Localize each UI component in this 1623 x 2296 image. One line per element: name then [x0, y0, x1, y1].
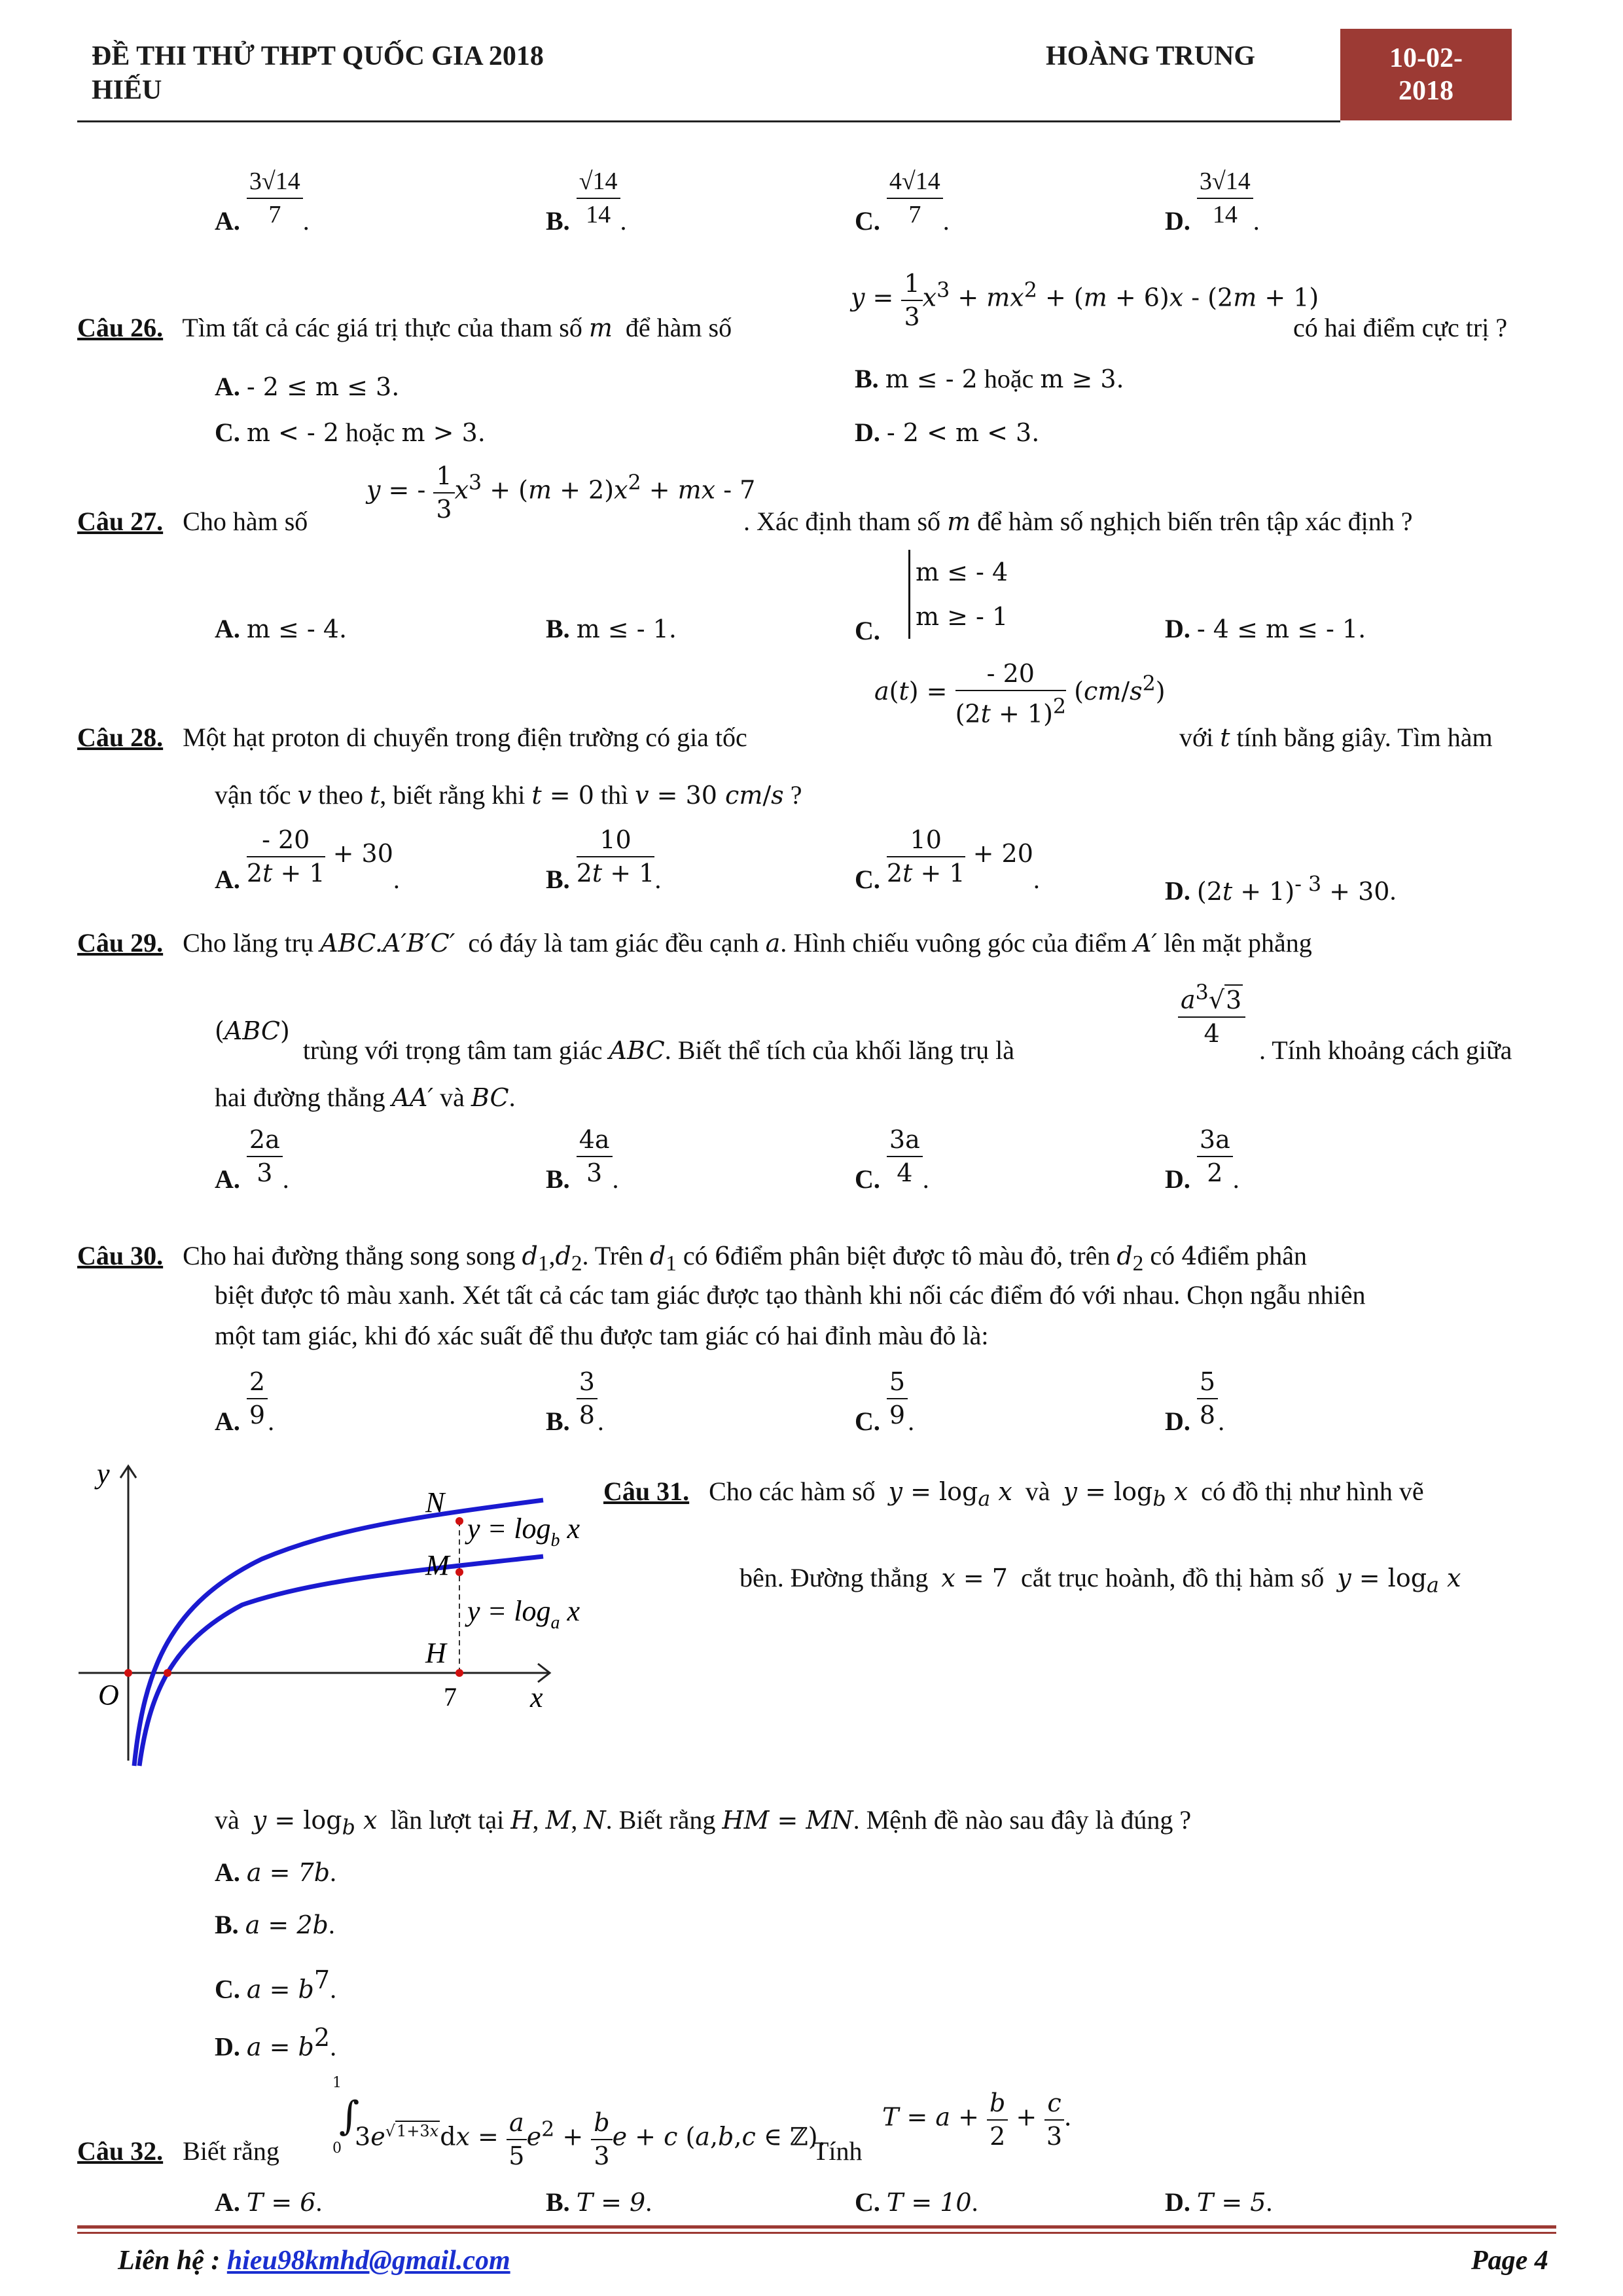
q31-option-b[interactable]: B. a = 2b.	[215, 1910, 335, 1939]
fraction-denominator: 14	[586, 201, 611, 228]
question-text: vận tốc	[215, 780, 291, 810]
question-number: Câu 31.	[603, 1477, 690, 1506]
origin-point	[124, 1669, 132, 1677]
option-label: B.	[546, 1164, 570, 1194]
option-label: A.	[215, 614, 240, 643]
q28-option-b[interactable]: B. $\frac{10}{2t + 1}$ .	[546, 823, 661, 889]
curve-a-variable: x	[560, 1595, 580, 1627]
option-text: - 4 ≤ m ≤ - 1.	[1196, 615, 1366, 643]
option-label: C.	[855, 206, 880, 236]
option-label: D.	[1165, 2187, 1190, 2217]
option-label: A.	[215, 1164, 240, 1194]
curve-b-label	[465, 1513, 580, 1551]
q28-option-a[interactable]: A. $\frac{- 20}{2t + 1}$ + 30.	[215, 823, 400, 889]
question-number: Câu 28.	[77, 723, 164, 752]
page: ĐỀ THI THỬ THPT QUỐC GIA 2018 HIẾU HOÀNG TRUNG 10-02- 2018 A. $\frac{3√14}{7}$ . B. $\frac{√14}{14}$ . C. $\frac{4√14}{7}$ . D. $\frac{3√14}{14}$ . Câu 26. Tìm tất cả các giá trị thực của tham số m để hàm số y = $\frac{1}{3}$ $x^3 + mx^2 + (m + 6)x - (2m + 1)$ có hai điểm cực trị ? A. - 2 ≤ m ≤ 3. B. m ≤ - 2 hoặc m ≥ 3. C. m < - 2 hoặc m > 3. D. - 2 < m < 3. Câu 27. Cho hàm số y = - $\frac{1}{3}$ $x^3 + (m + 2)x^2$ + mx - 7 . Xác định tham số m để hàm số nghịch biến trên tập xác định ? A. m ≤ - 4. B. m ≤ - 1. C. m ≤ - 4 m ≥ - 1 D. - 4 ≤ m ≤ - 1. Câu 28. Một hạt proton di chuyển trong điện trường có gia tốc a(t) = $\frac{- 20}{(2t + 1)^2}$ $(cm/s^2)$ với t tính bằng giây. Tìm hàm vận tốc v theo t, biết rằng khi t = 0 thì v = 30 cm/s ? A. $\frac{- 20}{2t + 1}$ + 30. B. $\frac{10}{2t + 1}$ . C. $\frac{10}{2t + 1}$ + 20. D. $(2t + 1)^{- 3} + 30$. Câu 29. Cho lăng trụ ABC.A′B′C′ có đáy là tam giác đều cạnh a. Hình chiếu vuông góc của điểm A′ lên mặt phẳng (ABC) trùng với trọng tâm tam giác ABC. Biết thể tích của khối lăng trụ là $\frac{a^3√3}{4}$ . Tính khoảng cách giữa hai đường thẳng AA′ và BC. A. $\frac{2a}{3}$ . B. $\frac{4a}{3}$ . C. $\frac{3a}{4}$ . D. $\frac{3a}{2}$ . Câu 30. Cho hai đường thẳng song song $d_1,d_2$. Trên $d_1$ có 6điểm phân biệt được tô màu đỏ, trên $d_2$ có 4điểm phân biệt được tô màu xanh. Xét tất cả các tam giác được tạo thành khi nối các điểm đó với nhau. Chọn ngẫu nhiên một tam giác, khi đó xác suất để thu được tam giác có hai đỉnh màu đỏ là: A. $\frac{2}{9}$ . B. $\frac{3}{8}$ . C. $\frac{5}{9}$ . D. $\frac{5}{8}$ . y x O N M H 7 $y = \log_b x$ $y = \log_a x$ Câu 31. Cho các hàm số $y = \log_a x$ và $y = \log_b x$ có đồ thị như hình vẽ bên. Đường thẳng x = 7 cắt trục hoành, đồ thị hàm số $y = \log_a x$ và $y = \log_b x$ lần lượt tại H, M, N. Biết rằng HM = MN. Mệnh đề nào sau đây là đúng ? A. a = 7b. B. a = 2b. C. $a = b^7$. D. $a = b^2$. Câu 32. Biết rằng 1 0 ∫ $3e^{√1+3x}dx$ = $\frac{a}{5}$ $e^2$ + $\frac{b}{3}$ e + c (a,b,c ∈ ℤ). Tính T = a + $\frac{b}{2}$ + $\frac{c}{3}$ . A. T = 6. B. T = 9. C. T = 10. D. T = 5. Liên hệ : hieu98kmhd@gmail.com Page 4	[0, 0, 1623, 2296]
q26-option-d[interactable]	[855, 412, 1039, 453]
q31-stem-line3: và $y = \log_b x$ lần lượt tại H, M, N. Biết rằng HM = MN. Mệnh đề nào sau đây là đúng ?	[215, 1805, 1192, 1840]
fraction-numerator: 3a	[887, 1123, 923, 1157]
q27-stem-rest: . Xác định tham số m để hàm số nghịch biến trên tập xác định ?	[743, 507, 1413, 536]
footer-rule-bottom	[77, 2232, 1556, 2234]
question-number-value: 6	[714, 1242, 730, 1270]
q30-option-b[interactable]: B. $\frac{3}{8}$ .	[546, 1365, 604, 1431]
q29-stem-line2: (ABC) trùng với trọng tâm tam giác ABC. Biết thể tích của khối lăng trụ là	[215, 1016, 1014, 1065]
fraction-denominator: 9	[249, 1401, 266, 1429]
question-text: một tam giác, khi đó xác suất để thu được tam giác có hai đỉnh màu đỏ là:	[215, 1321, 989, 1350]
question-text: Cho các hàm số	[709, 1477, 876, 1506]
q26-stem: Câu 26. Tìm tất cả các giá trị thực của tham số m để hàm số	[77, 313, 732, 342]
curve-log-a	[139, 1556, 543, 1766]
q26-function-formula: y = $\frac{1}{3}$ $x^3 + mx^2 + (m + 6)x - (2m + 1)$	[851, 267, 1319, 332]
option-text: m ≥ - 1	[916, 602, 1008, 631]
option-text: hoặc	[346, 418, 395, 447]
q25-option-b[interactable]: B. $\frac{√14}{14}$ .	[546, 165, 627, 230]
fraction-denominator: 3	[586, 1158, 603, 1187]
q29-volume-fraction: $\frac{a^3√3}{4}$	[1178, 977, 1245, 1049]
question-text: có	[683, 1241, 708, 1270]
header-rule	[77, 120, 1340, 122]
fraction-numerator: 4√14	[887, 165, 943, 199]
fraction-denominator: 14	[1212, 201, 1238, 228]
q29-stem-line3: hai đường thẳng AA′ và BC.	[215, 1083, 516, 1112]
fraction-denominator: 9	[889, 1401, 906, 1429]
date-line1: 10-02-	[1389, 43, 1463, 73]
option-label: D.	[1165, 1164, 1190, 1194]
fraction-denominator: 7	[268, 201, 281, 228]
q30-stem: Câu 30. Cho hai đường thẳng song song $d_1,d_2$. Trên $d_1$ có 6điểm phân biệt được tô màu đỏ, trên $d_2$ có 4điểm phân	[77, 1241, 1308, 1276]
option-text: m ≤ - 2	[885, 365, 978, 393]
option-label: D.	[1165, 876, 1190, 906]
option-label: B.	[546, 614, 570, 643]
option-label: D.	[215, 2032, 240, 2062]
date-line2: 2018	[1399, 76, 1454, 106]
question-text: có đồ thị như hình vẽ	[1201, 1477, 1424, 1506]
question-text: với	[1179, 723, 1214, 752]
q27-function-formula: y = - $\frac{1}{3}$ $x^3 + (m + 2)x^2$ + mx - 7	[366, 459, 755, 525]
question-text: . Biết rằng	[605, 1805, 716, 1835]
question-text: trùng với trọng tâm tam giác	[302, 1035, 603, 1065]
option-text: T = 10	[886, 2188, 972, 2217]
question-text: . Mệnh đề nào sau đây là đúng ?	[853, 1805, 1192, 1835]
question-text: Cho hàm số	[183, 507, 308, 536]
q32-option-c[interactable]: C. T = 10.	[855, 2187, 978, 2217]
option-label: D.	[1165, 614, 1190, 643]
curve-a-label-text: y = log	[467, 1595, 551, 1627]
q27-option-b[interactable]	[546, 609, 677, 649]
option-text: - 2 ≤ m ≤ 3.	[246, 372, 400, 401]
q29-option-b[interactable]: B. $\frac{4a}{3}$ .	[546, 1123, 619, 1189]
option-label: C.	[855, 616, 880, 645]
tick-7-label: 7	[444, 1682, 457, 1712]
option-text: hoặc	[984, 364, 1034, 393]
x-axis-label: x	[530, 1681, 543, 1713]
q28-stem	[77, 717, 747, 758]
q29-option-a[interactable]: A. $\frac{2a}{3}$ .	[215, 1123, 289, 1189]
question-number: Câu 30.	[77, 1241, 164, 1270]
option-text: T = 9	[576, 2188, 646, 2217]
question-text: ?	[790, 780, 802, 810]
option-text: m ≤ - 4.	[246, 615, 348, 643]
author-name: HOÀNG TRUNG	[1046, 41, 1256, 71]
fraction-denominator: 4	[897, 1158, 913, 1187]
question-text: cắt trục hoành, đồ thị hàm số	[1020, 1563, 1325, 1592]
option-label: C.	[215, 1974, 240, 2004]
option-label: C.	[855, 1407, 880, 1437]
question-text: Cho lăng trụ	[183, 928, 314, 958]
fraction-denominator: 2	[1207, 1158, 1223, 1187]
q27-option-d[interactable]	[1165, 609, 1366, 649]
option-text: a = 2b	[245, 1910, 329, 1939]
q30-option-a[interactable]: A. $\frac{2}{9}$ .	[215, 1365, 274, 1431]
footer-contact	[118, 2245, 510, 2276]
question-text: . Tính khoảng cách giữa	[1259, 1035, 1512, 1065]
question-text: để hàm số	[625, 313, 732, 342]
question-text: . Hình chiếu vuông góc của điểm	[780, 928, 1128, 958]
q28-acceleration-formula: a(t) = $\frac{- 20}{(2t + 1)^2}$ $(cm/s^2)$	[874, 657, 1166, 730]
q31-log-graph	[72, 1453, 580, 1767]
q31-stem-line2: bên. Đường thẳng x = 7 cắt trục hoành, đồ thị hàm số $y = \log_a x$	[740, 1563, 1461, 1598]
question-text: để hàm số nghịch biến trên tập xác định ?	[977, 507, 1413, 536]
option-label: C.	[855, 1164, 880, 1194]
q30-option-c[interactable]: C. $\frac{5}{9}$ .	[855, 1365, 914, 1431]
question-text: lần lượt tại	[390, 1805, 505, 1835]
fraction-numerator: 5	[887, 1365, 908, 1399]
point-h-label: H	[425, 1637, 446, 1669]
exam-title-line2: HIẾU	[92, 75, 162, 105]
question-text: Cho hai đường thẳng song song	[183, 1241, 516, 1270]
question-text: và	[1025, 1477, 1050, 1506]
q32-option-b[interactable]: B. T = 9.	[546, 2187, 652, 2217]
q28-stem-rest: với t tính bằng giây. Tìm hàm	[1179, 723, 1493, 752]
question-text: Tính	[813, 2136, 863, 2166]
q31-option-d[interactable]: D. $a = b^2$.	[215, 2023, 337, 2062]
question-text: bên. Đường thẳng	[740, 1563, 929, 1592]
question-number-value: 4	[1181, 1242, 1198, 1270]
question-number: Câu 27.	[77, 507, 164, 536]
option-text: m < - 2	[246, 418, 340, 447]
q31-option-a[interactable]: A. a = 7b.	[215, 1857, 337, 1887]
q30-option-d[interactable]: D. $\frac{5}{8}$ .	[1165, 1365, 1224, 1431]
fraction-numerator: 3a	[1197, 1123, 1233, 1157]
q26-option-c[interactable]	[215, 412, 486, 453]
fraction-denominator: 7	[908, 201, 921, 228]
question-text: , biết rằng khi	[380, 780, 526, 810]
question-text: . Xác định tham số	[743, 507, 941, 536]
question-text: và	[440, 1083, 465, 1112]
q26-option-a[interactable]	[215, 367, 399, 407]
option-text: T = 6	[246, 2188, 316, 2217]
fraction-numerator: 2a	[247, 1123, 283, 1157]
question-number: Câu 29.	[77, 928, 164, 958]
curve-b-variable: x	[560, 1513, 580, 1545]
fraction-denominator: 8	[1199, 1401, 1216, 1429]
option-label: C.	[215, 418, 240, 447]
question-number: Câu 26.	[77, 313, 164, 342]
y-axis-label: y	[97, 1458, 110, 1490]
q27-stem	[77, 501, 308, 542]
q29-stem: Câu 29. Cho lăng trụ ABC.A′B′C′ có đáy là tam giác đều cạnh a. Hình chiếu vuông góc của điểm A′ lên mặt phẳng	[77, 928, 1312, 958]
fraction-numerator: 2	[247, 1365, 268, 1399]
option-text: m ≤ - 4	[916, 558, 1008, 586]
option-label: A.	[215, 2187, 240, 2217]
question-text: có hai điểm cực trị ?	[1293, 313, 1508, 342]
curve-b-label-text: y = log	[467, 1513, 551, 1545]
question-text: thì	[600, 780, 629, 810]
q32-target-formula: T = a + $\frac{b}{2}$ + $\frac{c}{3}$ .	[882, 2087, 1072, 2152]
option-text: a = b	[246, 2032, 314, 2062]
point-n-label: N	[425, 1486, 445, 1518]
q28-option-d[interactable]: D. $(2t + 1)^{- 3} + 30$.	[1165, 872, 1397, 906]
option-label: D.	[855, 418, 880, 447]
date-badge	[1340, 29, 1512, 120]
option-label: B.	[215, 1910, 239, 1939]
option-label: A.	[215, 206, 240, 236]
q25-option-d[interactable]: D. $\frac{3√14}{14}$ .	[1165, 165, 1260, 230]
option-text: m > 3.	[401, 418, 486, 447]
question-text: điểm phân biệt được tô màu đỏ, trên	[730, 1241, 1111, 1270]
question-text: theo	[318, 780, 363, 810]
question-text: có	[1150, 1241, 1175, 1270]
fraction-numerator: 3√14	[247, 165, 303, 199]
option-label: A.	[215, 372, 240, 401]
option-text: - 2 < m < 3.	[886, 418, 1040, 447]
option-label: B.	[546, 206, 570, 236]
q26-option-b[interactable]	[855, 359, 1124, 399]
fraction-denominator: 3	[257, 1158, 273, 1187]
q25-option-a[interactable]: A. $\frac{3√14}{7}$ .	[215, 165, 310, 230]
q25-option-c[interactable]: C. $\frac{4√14}{7}$ .	[855, 165, 950, 230]
contact-label: Liên hệ :	[118, 2246, 221, 2276]
curve-a-subscript: a	[550, 1613, 560, 1633]
option-label: A.	[215, 1857, 240, 1887]
question-text: hai đường thẳng	[215, 1083, 385, 1112]
q28-option-c[interactable]: C. $\frac{10}{2t + 1}$ + 20.	[855, 823, 1040, 889]
q27-option-a[interactable]	[215, 609, 347, 649]
question-text: . Biết thể tích của khối lăng trụ là	[664, 1035, 1014, 1065]
question-text: và	[215, 1805, 240, 1835]
question-number: Câu 32.	[77, 2136, 164, 2166]
option-label: A.	[215, 865, 240, 895]
q29-option-d[interactable]: D. $\frac{3a}{2}$ .	[1165, 1123, 1240, 1189]
option-text: T = 5	[1196, 2188, 1266, 2217]
fraction-numerator: 3	[577, 1365, 597, 1399]
page-number: Page 4	[1471, 2246, 1548, 2276]
q32-stem	[77, 2131, 279, 2172]
curve-b-subscript: b	[550, 1530, 560, 1551]
intercept-point	[164, 1669, 171, 1677]
point-h	[455, 1669, 463, 1677]
curve-a-label	[465, 1595, 580, 1633]
option-text: a = b	[246, 1975, 314, 2004]
option-label: A.	[215, 1407, 240, 1437]
point-n	[455, 1517, 463, 1525]
point-m-label: M	[425, 1549, 450, 1581]
option-label: D.	[1165, 1407, 1190, 1437]
question-text: điểm phân	[1197, 1241, 1308, 1270]
exam-title: ĐỀ THI THỬ THPT QUỐC GIA 2018	[92, 41, 544, 71]
fraction-numerator: 5	[1197, 1365, 1218, 1399]
option-text: m ≥ 3.	[1040, 365, 1124, 393]
fraction-numerator: √14	[577, 165, 620, 199]
fraction-denominator: 8	[579, 1401, 595, 1429]
q31-stem: Câu 31. Cho các hàm số $y = \log_a x$ và $y = \log_b x$ có đồ thị như hình vẽ	[603, 1477, 1424, 1511]
option-label: C.	[855, 865, 880, 895]
option-label: B.	[546, 2187, 570, 2217]
point-m	[455, 1568, 463, 1576]
fraction-numerator: 4a	[577, 1123, 613, 1157]
option-label: D.	[1165, 206, 1190, 236]
question-text: có đáy là tam giác đều cạnh	[468, 928, 759, 958]
origin-label: O	[98, 1679, 119, 1711]
question-text: Biết rằng	[183, 2136, 279, 2166]
option-label: C.	[855, 2187, 880, 2217]
option-label: B.	[546, 1407, 570, 1437]
question-text: . Trên	[582, 1241, 643, 1270]
q28-stem-line2: vận tốc v theo t, biết rằng khi t = 0 thì v = 30 cm/s ?	[215, 780, 802, 810]
option-label: B.	[546, 865, 570, 895]
question-text: lên mặt phẳng	[1164, 928, 1312, 958]
q32-option-a[interactable]: A. T = 6.	[215, 2187, 323, 2217]
option-text: m ≤ - 1.	[576, 615, 677, 643]
q32-option-d[interactable]: D. T = 5.	[1165, 2187, 1273, 2217]
q29-option-c[interactable]: C. $\frac{3a}{4}$ .	[855, 1123, 929, 1189]
question-text: Tìm tất cả các giá trị thực của tham số	[182, 313, 582, 342]
question-text: biệt được tô màu xanh. Xét tất cả các tam giác được tạo thành khi nối các điểm đó với nhau. Chọn ngẫu nhiên	[215, 1280, 1366, 1310]
option-label: B.	[855, 364, 879, 393]
contact-email-link[interactable]: hieu98kmhd@gmail.com	[226, 2246, 510, 2276]
footer-rule-top	[77, 2225, 1556, 2229]
fraction-numerator: 3√14	[1197, 165, 1253, 199]
question-text: Một hạt proton di chuyển trong điện trường có gia tốc	[183, 723, 747, 752]
question-text: tính bằng giây. Tìm hàm	[1236, 723, 1493, 752]
q31-option-c[interactable]: C. $a = b^7$.	[215, 1965, 337, 2004]
option-text: a = 7b	[246, 1858, 330, 1887]
